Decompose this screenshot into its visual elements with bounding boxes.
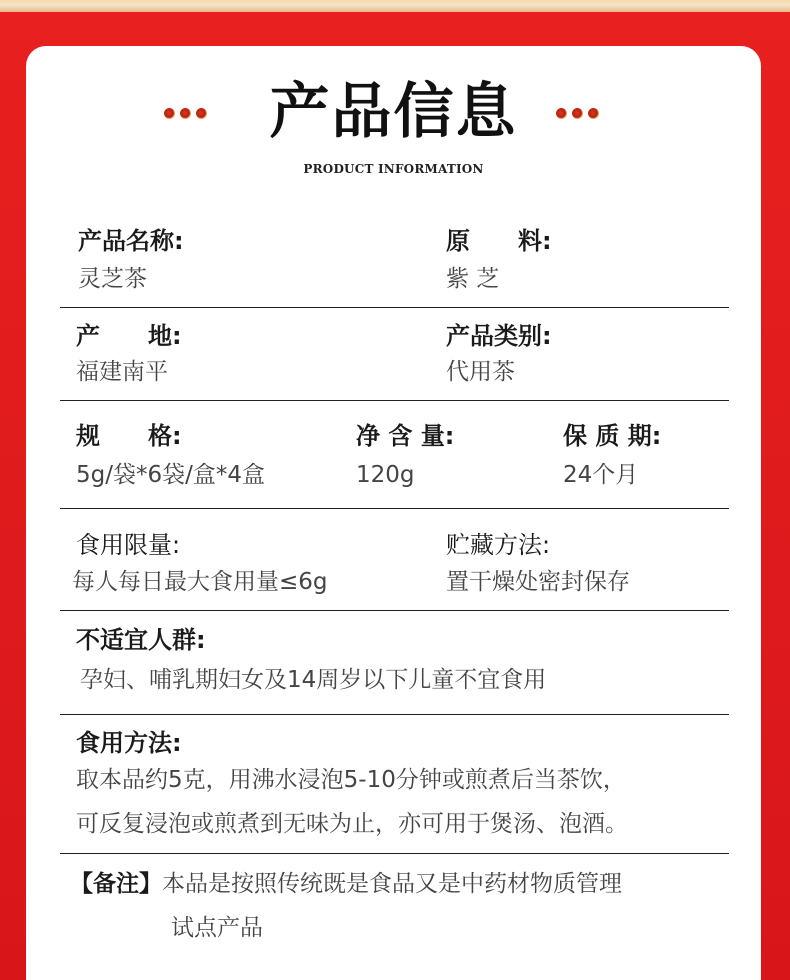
unsuitable-group-value: 孕妇、哺乳期妇女及14周岁以下儿童不宜食用 [80,667,547,693]
category-value: 代用茶 [446,359,515,385]
spec-field [76,421,265,490]
product-name-field [78,226,184,294]
shelf-life-field [563,421,661,490]
divider [60,610,729,611]
dot-icon [556,108,567,119]
page-title: 产品信息 [269,77,518,147]
remarks-first-line [70,862,622,906]
storage-label: 贮藏方法: [446,531,551,559]
unsuitable-group-field [76,625,546,695]
remarks-line-2: 试点产品 [171,915,263,941]
remarks-field [70,862,622,950]
usage-method-line-2: 可反复浸泡或煎煮到无味为止，亦可用于煲汤、泡酒。 [76,811,628,837]
origin-field [76,321,182,387]
divider [60,853,729,854]
product-name-label: 产品名称: [78,227,184,255]
net-content-value: 120g [356,462,415,488]
origin-label: 产 地: [76,322,182,350]
ingredients-value: 紫 芝 [446,266,500,292]
category-label: 产品类别: [446,322,552,350]
dot-icon [588,108,599,119]
storage-field [446,530,630,597]
ingredients-field [446,226,552,294]
intake-limit-value: 每人每日最大食用量≤6g [72,569,328,595]
shelf-life-label: 保 质 期: [563,422,662,450]
page-subtitle: PRODUCT INFORMATION [303,162,484,176]
top-decorative-strip [0,0,790,12]
net-content-label: 净 含 量: [356,422,455,450]
spec-label: 规 格: [76,422,182,450]
origin-value: 福建南平 [76,359,168,385]
usage-method-line-1: 取本品约5克，用沸水浸泡5-10分钟或煎煮后当茶饮， [76,767,626,793]
net-content-field [356,421,454,490]
dot-icon [572,108,583,119]
spec-value: 5g/袋*6袋/盒*4盒 [76,462,265,488]
category-field [446,321,552,387]
intake-limit-label: 食用限量: [76,531,181,559]
storage-value: 置干燥处密封保存 [446,569,630,595]
ingredients-label: 原 料: [446,227,552,255]
usage-method-label: 食用方法: [76,729,182,757]
decorative-dots-right [556,108,599,119]
shelf-life-value: 24个月 [563,462,639,488]
remarks-tag: 【备注】 [70,871,162,897]
remarks-line-1: 本品是按照传统既是食品又是中药材物质管理 [162,871,622,897]
unsuitable-group-label: 不适宜人群: [76,626,206,654]
product-name-value: 灵芝茶 [78,266,147,292]
divider [60,714,729,715]
divider [60,400,729,401]
header [26,46,761,196]
usage-method-field [76,728,628,846]
product-info-card [26,46,761,980]
intake-limit-field [72,530,328,597]
divider [60,508,729,509]
divider [60,307,729,308]
